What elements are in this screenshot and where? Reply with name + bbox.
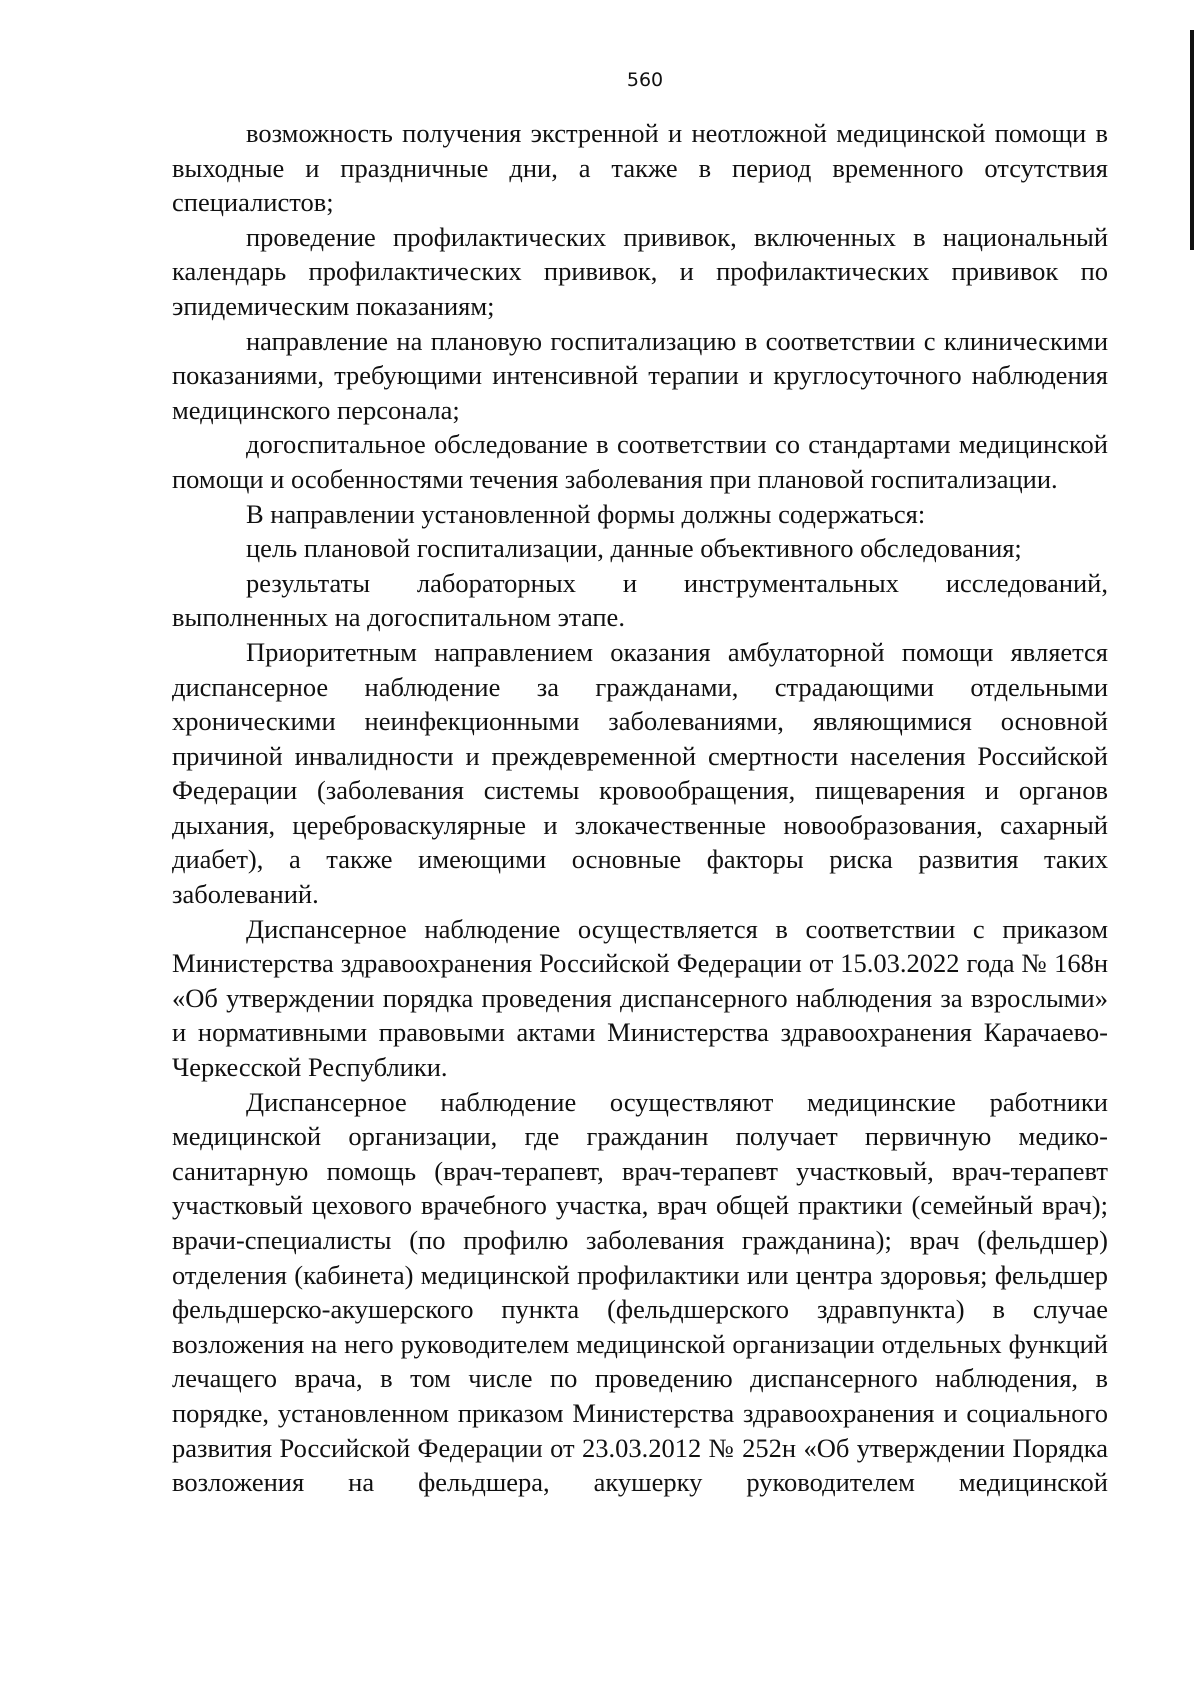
paragraph-hospitalization-referral: направление на плановую госпитализацию в соответствии с клиническими показаниями, требующими интенсивной терапии и круглосуточного наблюдения медицинского персонала;: [172, 325, 1108, 425]
paragraph-test-results: результаты лабораторных и инструментальных исследований, выполненных на догоспитальном этапе.: [172, 567, 1108, 633]
paragraph-vaccinations: проведение профилактических прививок, включенных в национальный календарь профилактических прививок, и профилактических прививок по эпидемическим показаниям;: [172, 221, 1108, 321]
paragraph-prehospital-exam: догоспитальное обследование в соответствии со стандартами медицинской помощи и особенностями течения заболевания при плановой госпитализации.: [172, 429, 1108, 494]
paragraph-priority-direction: Приоритетным направлением оказания амбулаторной помощи является диспансерное наблюдение за гражданами, страдающими отдельными хроническими неинфекционными заболеваниями, являющимися основной причиной инвалидности и преждевременной смертности населения Российской Федерации (заболевания системы кровообращения, пищеварения и органов дыхания, цереброваскулярные и злокачественные новообразования, сахарный диабет), а также имеющими основные факторы риска развития таких заболеваний.: [172, 636, 1108, 910]
paragraph-referral-form: В направлении установленной формы должны содержаться:: [246, 498, 926, 529]
paragraph-dispensary-staff: Диспансерное наблюдение осуществляют медицинские работники медицинской организации, где гражданин получает первичную медико-санитарную помощь (врач-терапевт, врач-терапевт участковый, врач-терапевт участковый цехового врачебного участка, врач общей практики (семейный врач); врачи-специалисты (по профилю заболевания гражданина); врач (фельдшер) отделения (кабинета) медицинской профилактики или центра здоровья; фельдшер фельдшерско-акушерского пункта (фельдшерского здравпункта) в случае возложения на него руководителем медицинской организации отдельных функций лечащего врача, в том числе по проведению диспансерного наблюдения, в порядке, установленном приказом Министерства здравоохранения и социального развития Российской Федерации от 23.03.2012 № 252н «Об утверждении Порядка возложения на фельдшера, акушерку руководителем медицинской: [172, 1086, 1108, 1498]
scan-edge-mark: [1190, 30, 1194, 250]
paragraph-emergency-care: возможность получения экстренной и неотложной медицинской помощи в выходные и праздничные дни, а также в период временного отсутствия специалистов;: [172, 118, 1108, 218]
paragraph-dispensary-order: Диспансерное наблюдение осуществляется в соответствии с приказом Министерства здравоохранения Российской Федерации от 15.03.2022 года № 168н «Об утверждении порядка проведения диспансерного наблюдения за взрослыми» и нормативными правовыми актами Министерства здравоохранения Карачаево-Черкесской Республики.: [172, 913, 1108, 1083]
document-body: [172, 116, 1108, 1500]
paragraph-hospitalization-goal: цель плановой госпитализации, данные объективного обследования;: [246, 533, 1022, 564]
page-number: 560: [626, 69, 664, 91]
